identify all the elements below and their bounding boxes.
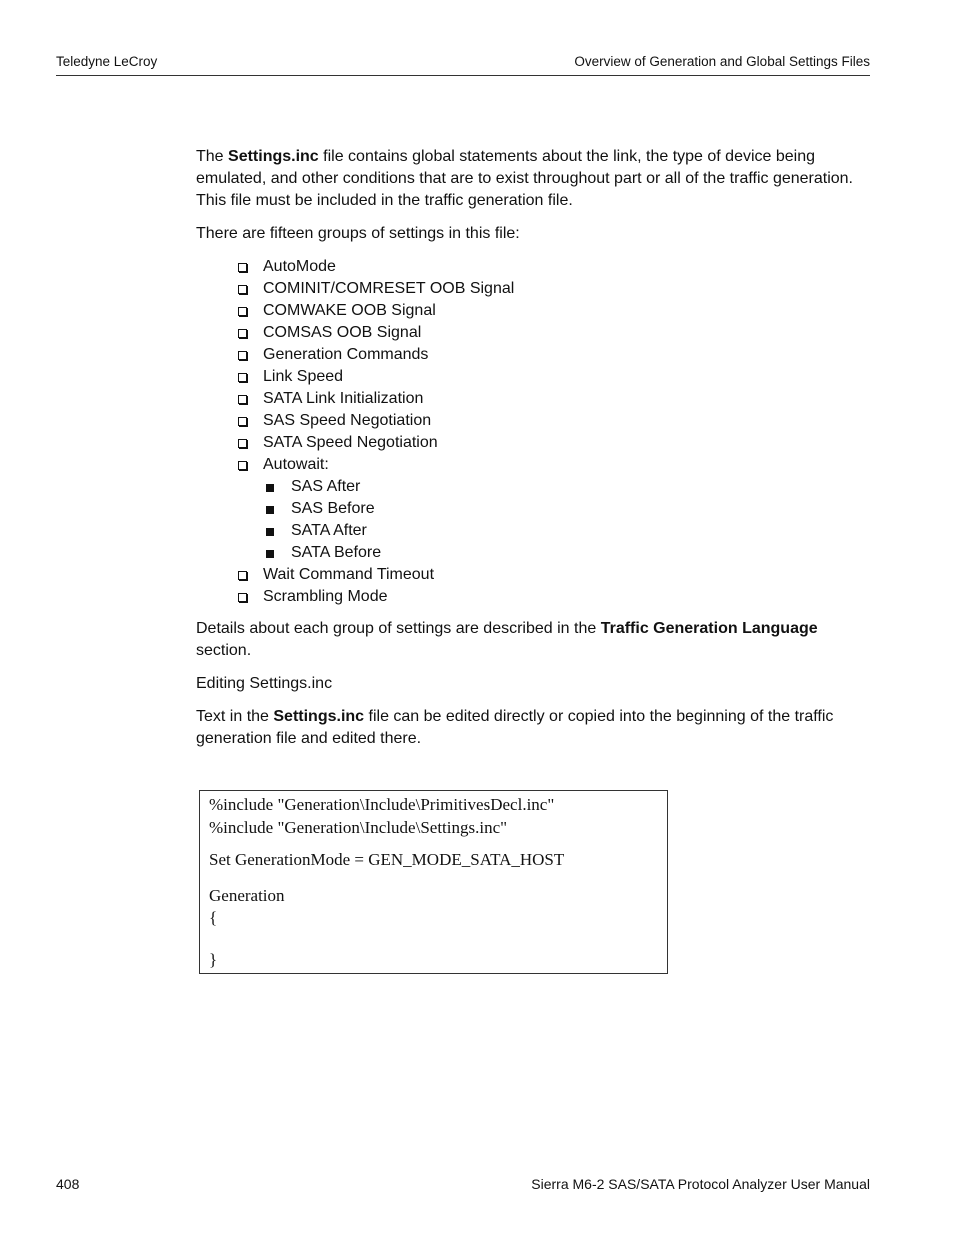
sublist-item-label: SAS After — [291, 478, 361, 495]
list-item — [236, 366, 868, 388]
editing-text-1: Text in the — [196, 708, 274, 725]
editing-heading: Editing Settings.inc — [196, 675, 333, 692]
checkbox-bullet-icon — [238, 417, 247, 426]
editing-bold: Settings.inc — [273, 708, 365, 725]
settings-groups-list — [196, 256, 868, 608]
checkbox-bullet-icon — [238, 571, 247, 580]
list-item — [236, 322, 868, 344]
intro-text-2: file contains global statements about the link, the type of device being emulated, and other conditions that are to exist throughout part or all of the traffic generation. This file must be included in the traffic generation file. — [196, 148, 853, 209]
checkbox-bullet-icon — [238, 461, 247, 470]
details-paragraph — [196, 618, 868, 662]
list-item-label: Generation Commands — [263, 346, 429, 363]
list-item — [236, 388, 868, 410]
list-item — [236, 410, 868, 432]
list-item — [236, 300, 868, 322]
page-number: 408 — [56, 1176, 80, 1192]
page-header — [56, 53, 870, 76]
list-item-label: Autowait: — [263, 456, 329, 473]
list-item — [236, 278, 868, 300]
list-item — [236, 432, 868, 454]
intro-text-1: The — [196, 148, 229, 165]
autowait-sublist — [263, 476, 868, 564]
checkbox-bullet-icon — [238, 395, 247, 404]
intro-bold: Settings.inc — [228, 148, 319, 165]
list-item-label: COMSAS OOB Signal — [263, 324, 422, 341]
checkbox-bullet-icon — [238, 439, 247, 448]
square-bullet-icon — [266, 550, 274, 558]
checkbox-bullet-icon — [238, 263, 247, 272]
manual-title: Sierra M6-2 SAS/SATA Protocol Analyzer User Manual — [531, 1176, 870, 1192]
list-item-label: Scrambling Mode — [263, 588, 388, 605]
header-company: Teledyne LeCroy — [56, 54, 158, 69]
list-item-label: COMINIT/COMRESET OOB Signal — [263, 280, 515, 297]
list-item — [236, 256, 868, 278]
sublist-item — [291, 520, 868, 542]
code-line: } — [209, 950, 218, 969]
sublist-item — [291, 498, 868, 520]
code-line: %include "Generation\Include\PrimitivesDecl.inc" — [209, 795, 555, 814]
list-item-label: Link Speed — [263, 368, 344, 385]
groups-intro: There are fifteen groups of settings in this file: — [196, 225, 520, 242]
list-item — [236, 586, 868, 608]
sublist-item-label: SATA After — [291, 522, 367, 539]
code-line: Set GenerationMode = GEN_MODE_SATA_HOST — [209, 850, 565, 869]
sublist-item-label: SAS Before — [291, 500, 375, 517]
details-text-1: Details about each group of settings are described in the — [196, 620, 601, 637]
sublist-item — [291, 476, 868, 498]
details-text-2: section. — [196, 642, 252, 659]
checkbox-bullet-icon — [238, 373, 247, 382]
details-bold: Traffic Generation Language — [600, 620, 818, 637]
square-bullet-icon — [266, 484, 274, 492]
code-example-box — [199, 790, 668, 974]
sublist-item — [291, 542, 868, 564]
checkbox-bullet-icon — [238, 285, 247, 294]
list-item-label: SAS Speed Negotiation — [263, 412, 432, 429]
list-item-label: Wait Command Timeout — [263, 566, 435, 583]
checkbox-bullet-icon — [238, 329, 247, 338]
list-item-label: COMWAKE OOB Signal — [263, 302, 436, 319]
intro-paragraph — [196, 146, 868, 212]
list-item — [236, 564, 868, 586]
header-section-title: Overview of Generation and Global Settings Files — [574, 54, 870, 69]
list-item-label: SATA Link Initialization — [263, 390, 424, 407]
checkbox-bullet-icon — [238, 307, 247, 316]
editing-text-2: file can be edited directly or copied into the beginning of the traffic generation file and edited there. — [196, 708, 834, 747]
code-line: { — [209, 908, 218, 927]
code-line: Generation — [209, 886, 285, 905]
list-item-label: AutoMode — [263, 258, 336, 275]
list-item — [236, 344, 868, 366]
square-bullet-icon — [266, 528, 274, 536]
editing-paragraph — [196, 706, 868, 750]
checkbox-bullet-icon — [238, 593, 247, 602]
checkbox-bullet-icon — [238, 351, 247, 360]
list-item-autowait — [236, 454, 868, 564]
square-bullet-icon — [266, 506, 274, 514]
list-item-label: SATA Speed Negotiation — [263, 434, 438, 451]
main-content — [196, 146, 868, 761]
code-line: %include "Generation\Include\Settings.inc" — [209, 818, 508, 837]
sublist-item-label: SATA Before — [291, 544, 382, 561]
